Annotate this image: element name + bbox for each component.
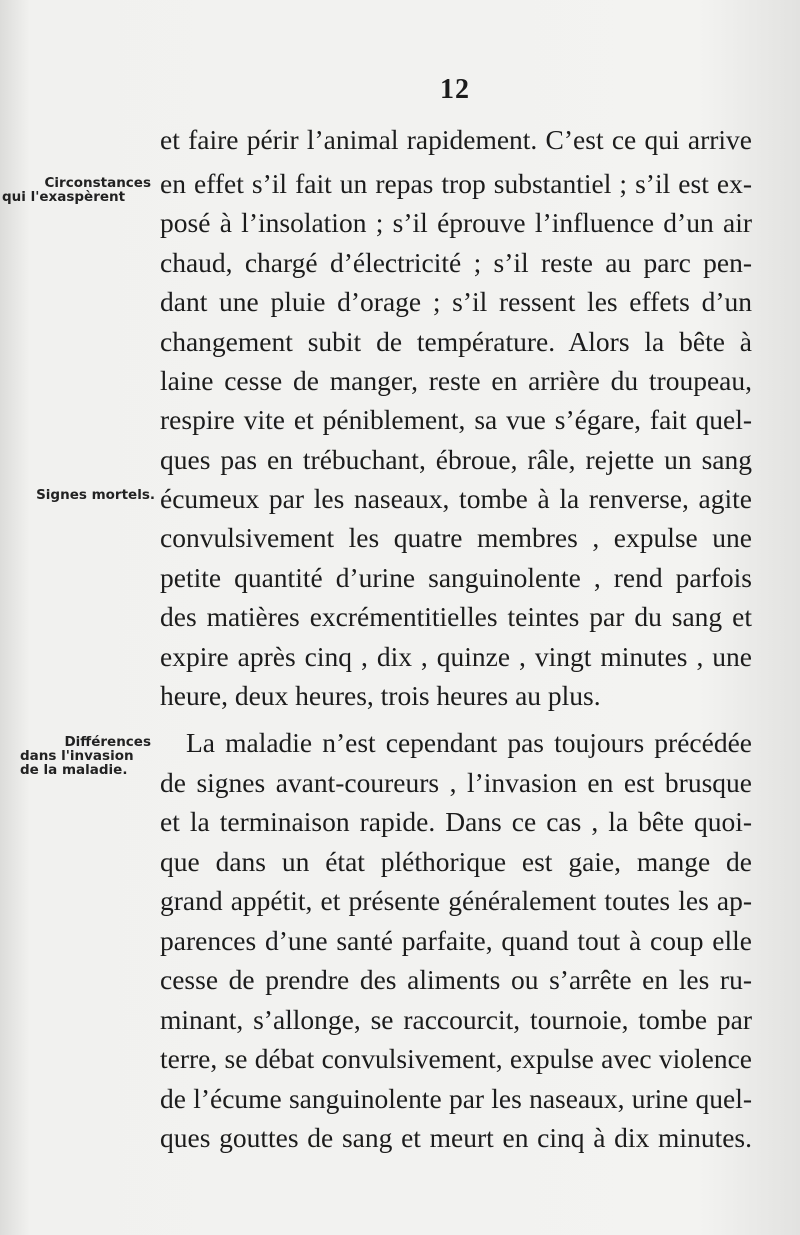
text-line: parences d’une santé parfaite, quand tout à coup elle xyxy=(160,925,752,956)
text-line: et faire périr l’animal rapidement. C’est ce qui arrive xyxy=(160,124,752,155)
text-line: chaud, chargé d’électricité ; s’il reste au parc pen- xyxy=(160,247,752,278)
text-line: de l’écume sanguinolente par les naseaux, urine quel- xyxy=(160,1083,752,1114)
margin-note-line: de la maladie. xyxy=(20,762,128,778)
margin-note-signes-mortels xyxy=(0,488,155,502)
text-line: respire vite et péniblement, sa vue s’égare, fait quel- xyxy=(160,404,752,435)
text-line: convulsivement les quatre membres , expulse une xyxy=(160,522,752,553)
text-line: laine cesse de manger, reste en arrière du troupeau, xyxy=(160,365,752,396)
margin-note-line: Différences xyxy=(64,734,151,750)
text-line: expire après cinq , dix , quinze , vingt minutes , une xyxy=(160,641,752,672)
text-line: terre, se débat convulsivement, expulse avec violence xyxy=(160,1043,752,1074)
margin-note-line: qui l'exaspèrent xyxy=(2,189,126,205)
text-line: des matières excrémentitielles teintes par du sang et xyxy=(160,601,752,632)
text-line: La maladie n’est cependant pas toujours précédée xyxy=(186,727,752,758)
text-line: ques gouttes de sang et meurt en cinq à dix minutes. xyxy=(160,1122,752,1153)
text-line: minant, s’allonge, se raccourcit, tournoie, tombe par xyxy=(160,1004,752,1035)
margin-note-circonstances xyxy=(0,176,155,204)
text-line: posé à l’insolation ; s’il éprouve l’influence d’un air xyxy=(160,207,752,238)
text-line: de signes avant-coureurs , l’invasion en est brusque xyxy=(160,767,752,798)
text-line: en effet s’il fait un repas trop substantiel ; s’il est ex- xyxy=(160,168,752,199)
margin-note-line: dans l'invasion xyxy=(20,748,134,764)
text-line: écumeux par les naseaux, tombe à la renverse, agite xyxy=(160,483,752,514)
text-line: que dans un état pléthorique est gaie, mange de xyxy=(160,846,752,877)
text-line: grand appétit, et présente généralement toutes les ap- xyxy=(160,885,752,916)
margin-note-line: Signes mortels. xyxy=(36,487,155,503)
margin-note-differences xyxy=(0,735,155,777)
text-line: changement subit de température. Alors la bête à xyxy=(160,326,752,357)
margin-note-line: Circonstances xyxy=(44,175,151,191)
text-line: et la terminaison rapide. Dans ce cas , la bête quoi- xyxy=(160,806,752,837)
text-line: dant une pluie d’orage ; s’il ressent les effets d’un xyxy=(160,286,752,317)
text-line: cesse de prendre des aliments ou s’arrête en les ru- xyxy=(160,964,752,995)
text-line: heure, deux heures, trois heures au plus. xyxy=(160,680,601,711)
text-line: ques pas en trébuchant, ébroue, râle, rejette un sang xyxy=(160,444,752,475)
text-line: petite quantité d’urine sanguinolente , rend parfois xyxy=(160,562,752,593)
page-number: 12 xyxy=(440,74,470,105)
